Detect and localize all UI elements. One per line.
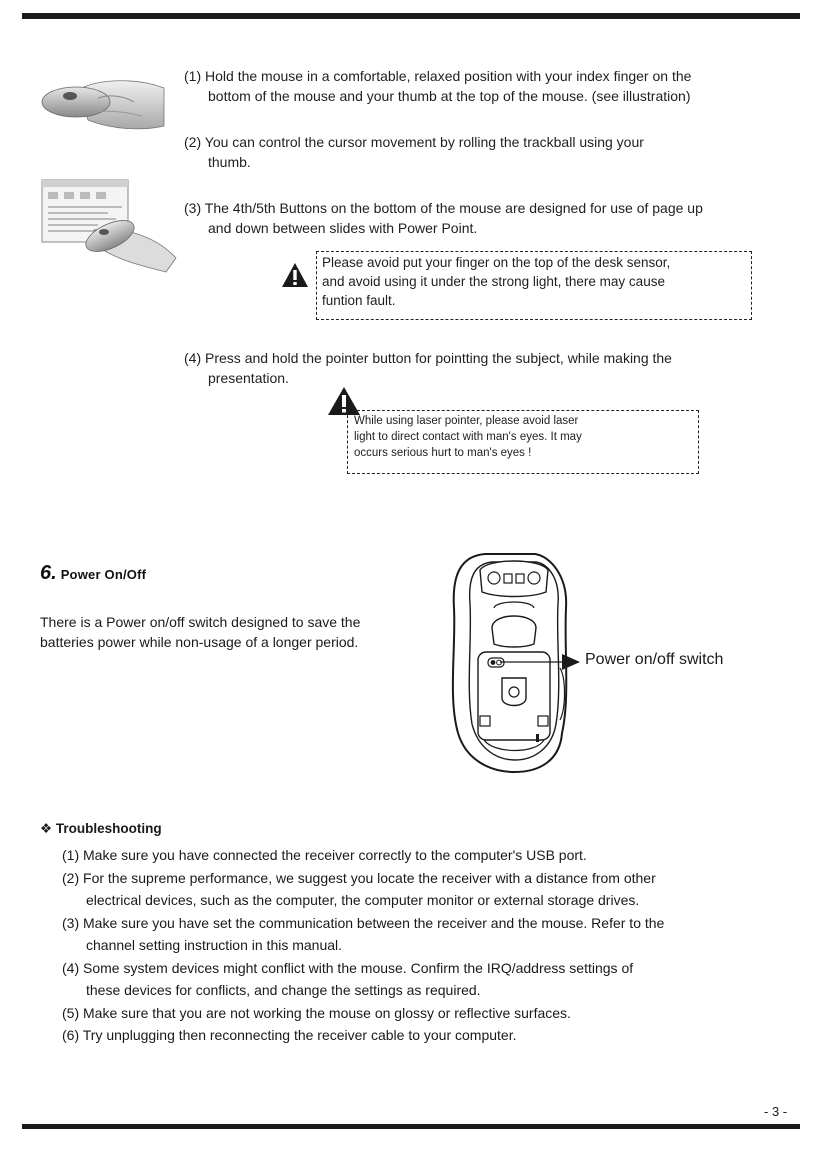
laser-warning-box: While using laser pointer, please avoid laser light to direct contact with man's eyes. It may occurs serious hurt to man's eyes ! xyxy=(347,410,699,474)
hand-holding-mouse-illustration xyxy=(38,68,168,138)
list-item: (1) Make sure you have connected the receiver correctly to the computer's USB port. xyxy=(62,847,587,863)
presentation-screen-illustration xyxy=(38,178,180,278)
step-2: (2) You can control the cursor movement by rolling the trackball using your thumb. xyxy=(184,134,644,170)
list-item: (5) Make sure that you are not working the mouse on glossy or reflective surfaces. xyxy=(62,1004,571,1021)
troubleshooting-list xyxy=(62,844,802,1047)
step-1: (1) Hold the mouse in a comfortable, relaxed position with your index finger on the bottom of the mouse and your thumb at the top of the mouse. (see illustration) xyxy=(184,68,692,104)
list-item: (2) For the supreme performance, we suggest you locate the receiver with a distance from other electrical devices, such as the computer, the computer monitor or external storage drives. xyxy=(62,869,656,908)
list-item: (3) Make sure you have set the communication between the receiver and the mouse. Refer to the channel setting instruction in this manual. xyxy=(62,914,665,953)
bottom-rule xyxy=(22,1124,800,1129)
warning-box: Please avoid put your finger on the top of the desk sensor, and avoid using it under the strong light, there may cause funtion fault. xyxy=(316,251,752,320)
power-description: There is a Power on/off switch designed to save the batteries power while non-usage of a longer period. xyxy=(40,614,361,650)
warning-icon xyxy=(281,262,309,288)
step-4: (4) Press and hold the pointer button for pointting the subject, while making the presentation. xyxy=(184,350,672,386)
list-item: (4) Some system devices might conflict with the mouse. Confirm the IRQ/address settings of these devices for conflicts, and change the settings as required. xyxy=(62,959,634,998)
power-switch-callout: Power on/off switch xyxy=(585,651,724,668)
list-item: (6) Try unplugging then reconnecting the receiver cable to your computer. xyxy=(62,1027,517,1043)
page-number: - 3 - xyxy=(764,1104,788,1119)
top-rule xyxy=(22,13,800,19)
callout-arrow-icon xyxy=(500,652,582,672)
troubleshooting-heading: ❖ Troubleshooting xyxy=(40,821,162,836)
step-3: (3) The 4th/5th Buttons on the bottom of the mouse are designed for use of page up and down between slides with Power Point. xyxy=(184,200,703,236)
section-heading: 6. Power On/Off xyxy=(40,562,147,584)
